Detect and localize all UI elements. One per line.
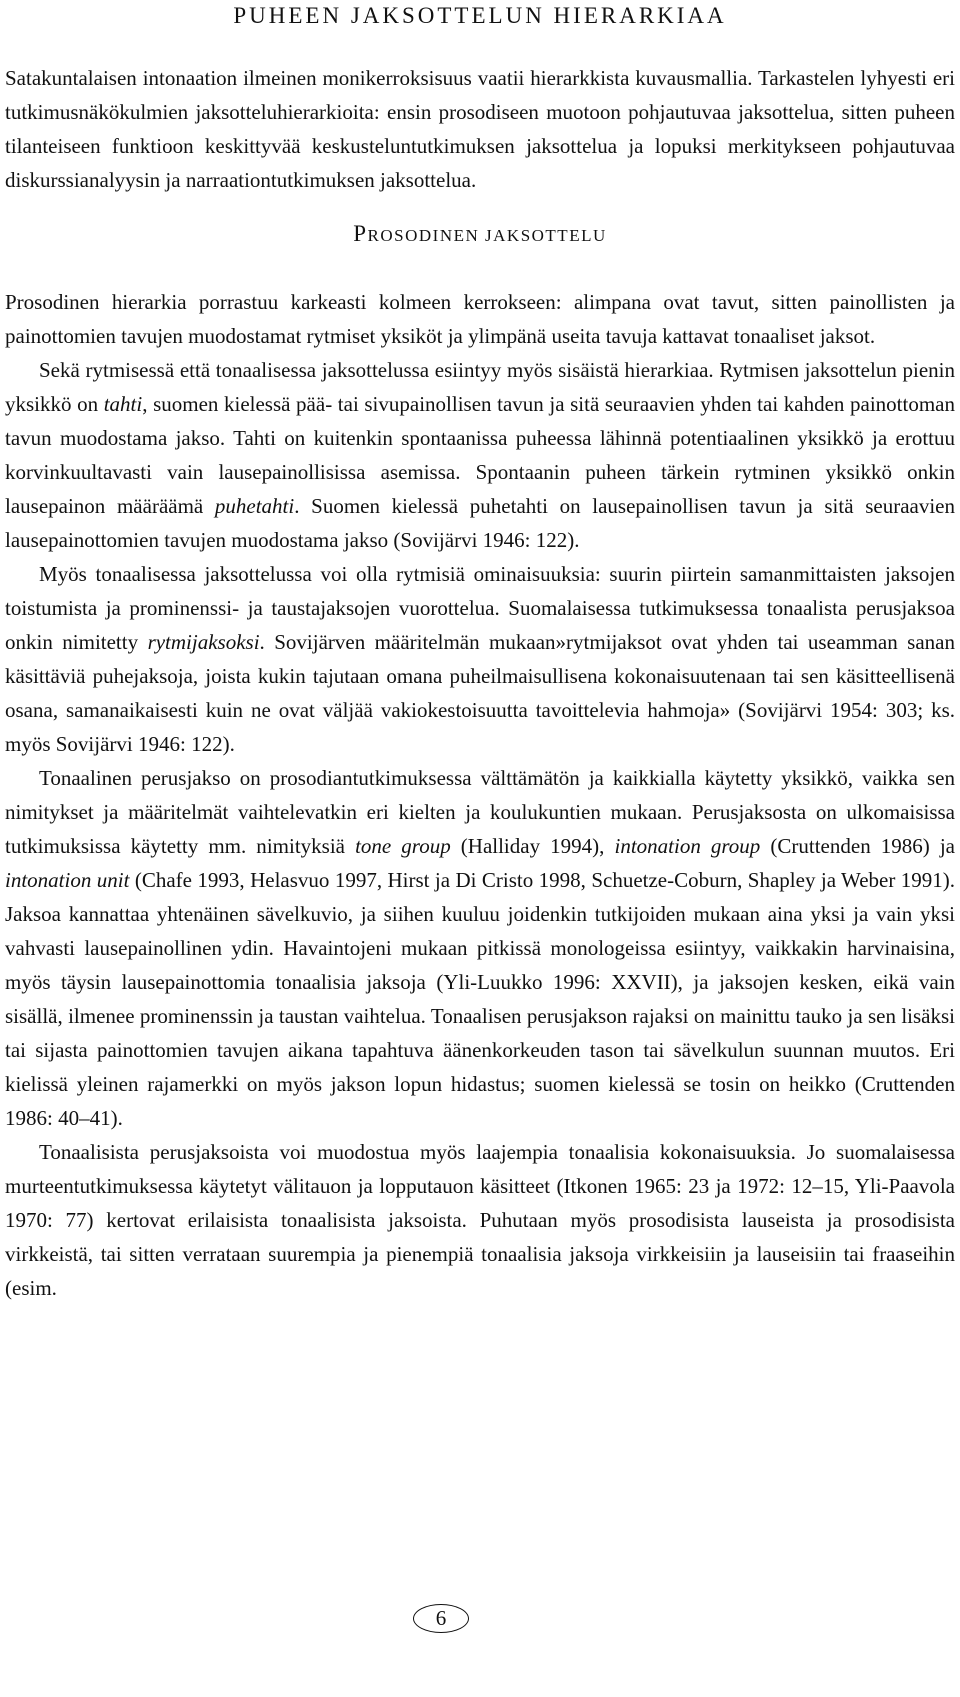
section-heading: [5, 217, 955, 253]
page-number: 6: [413, 1604, 469, 1633]
paragraph-text: Sekä rytmisessä että tonaalisessa jaksottelussa esiintyy myös sisäistä hierarkiaa. Rytmisen jaksottelun pienin yksikkö on: [5, 358, 955, 416]
paragraph-prosodic-hierarchy: Prosodinen hierarkia porrastuu karkeasti kolmeen kerrokseen: alimpana ovat tavut, sitten painollisten ja painottomien tavujen muodostamat rytmiset yksiköt ja ylimpänä useita tavuja kattavat tonaaliset jaksot.: [5, 290, 955, 348]
paragraph-text: (Cruttenden 1986) ja: [760, 834, 956, 858]
section-heading-rest: ROSODINEN JAKSOTTELU: [367, 226, 607, 245]
body-text: [5, 61, 955, 1305]
term-intonation-group: intonation group: [614, 834, 761, 858]
paragraph-text: (Chafe 1993, Helasvuo 1997, Hirst ja Di Cristo 1998, Schuetze-Coburn, Shapley ja Weber 1991). Jaksoa kannattaa yhtenäinen sävelkuvio, ja siihen kuuluu joidenkin tutkijoiden mukaan aina yksi ja vain yksi vahvasti lausepainollinen ydin. Havaintojeni mukaan pitkissä monologeissa esiintyy, vaikkakin harvinaisina, myös täysin lausepainottomia tonaalisia jaksoja (Yli-Luukko 1996: XXVII), ja jaksojen kesken, eikä vain sisällä, ilmenee prominenssin ja taustan vaihtelua. Tonaalisen perusjakson rajaksi on mainittu tauko ja sen lisäksi tai sijasta painottomien tavujen aikana tapahtuva äänenkorkeuden tason tai sävelkulun suunnan muutos. Eri kielissä yleinen rajamerkki on myös jakson lopun hidastus; suomen kielessä se tosin on heikko (Cruttenden 1986: 40–41).: [5, 868, 955, 1130]
section-heading-initial: P: [353, 221, 368, 246]
term-tone-group: tone group: [355, 834, 451, 858]
paragraph-text: . Sovijärven määritelmän mukaan»rytmijaksot ovat yhden tai useamman sanan käsittäviä puhejaksoja, joista kukin tajutaan omana puheilmaisullisena kokonaisuutenaan tai sen käsitteellisenä osana, samanaikaisesti kuin ne ovat väljää vakiokestoisuutta tavoittelevia hahmoja» (Sovijärvi 1954: 303; ks. myös Sovijärvi 1946: 122).: [5, 630, 955, 756]
term-intonation-unit: intonation unit: [5, 868, 130, 892]
paragraph-text: Myös tonaalisessa jaksottelussa voi olla rytmisiä ominaisuuksia: suurin piirtein samanmittaisten jaksojen toistumista ja prominenssi- ja taustajaksojen vuorottelua. Suomalaisessa tutkimuksessa tonaalista perusjaksoa onkin nimitetty: [5, 562, 955, 654]
term-puhetahti: puhetahti: [214, 494, 295, 518]
paragraph-tonal-rhythm: [5, 557, 955, 761]
paragraph-tonal-basic-unit: [5, 761, 955, 1135]
paragraph-text: (Halliday 1994),: [450, 834, 615, 858]
running-head: PUHEEN JAKSOTTELUN HIERARKIAA: [233, 3, 727, 28]
term-rytmijaksoksi: rytmijaksoksi: [147, 630, 260, 654]
paragraph-larger-tonal-units: Tonaalisista perusjaksoista voi muodostua myös laajempia tonaalisia kokonaisuuksia. Jo suomalaisessa murteentutkimuksessa käytetyt välitauon ja lopputauon käsitteet (Itkonen 1965: 23 ja 1972: 12–15, Yli-Paavola 1970: 77) kertovat erilaisista tonaalisista jaksoista. Puhutaan myös prosodisista lauseista ja prosodisista virkkeistä, tai sitten verrataan suurempia ja pienempiä tonaalisia jaksoja virkkeisiin ja lauseisiin tai fraaseihin (esim.: [5, 1140, 955, 1300]
paragraph-rhythmic-units: [5, 353, 955, 557]
intro-paragraph: Satakuntalaisen intonaation ilmeinen monikerroksisuus vaatii hierarkkista kuvausmallia. Tarkastelen lyhyesti eri tutkimusnäkökulmien jaksotteluhierarkioita: ensin prosodiseen muotoon pohjautuvaa jaksottelua, sitten puheen tilanteiseen funktioon keskittyvää keskusteluntutkimuksen jaksottelua ja lopuksi merkitykseen pohjautuvaa diskurssianalyysin ja narraationtutkimuksen jaksottelua.: [5, 66, 955, 192]
paragraph-text: . Suomen kielessä puhetahti on lausepainollisen tavun ja sitä seuraavien lausepainottomien tavujen muodostama jakso (Sovijärvi 1946: 122).: [5, 494, 955, 552]
paragraph-text: , suomen kielessä pää- tai sivupainollisen tavun ja sitä seuraavien yhden tai kahden painottoman tavun muodostama jakso. Tahti on kuitenkin spontaanissa puheessa lähinnä potentiaalinen yksikkö ja erottuu korvinkuultavasti vain lausepainollisissa asemissa. Spontaanin puheen tärkein rytminen yksikkö onkin lausepainon määräämä: [5, 392, 955, 518]
term-tahti: tahti: [103, 392, 143, 416]
paragraph-text: Tonaalinen perusjakso on prosodiantutkimuksessa välttämätön ja kaikkialla käytetty yksikkö, vaikka sen nimitykset ja määritelmät vaihtelevatkin eri kielten ja koulukuntien mukaan. Perusjaksosta on ulkomaisissa tutkimuksissa käytetty mm. nimityksiä: [5, 766, 955, 858]
